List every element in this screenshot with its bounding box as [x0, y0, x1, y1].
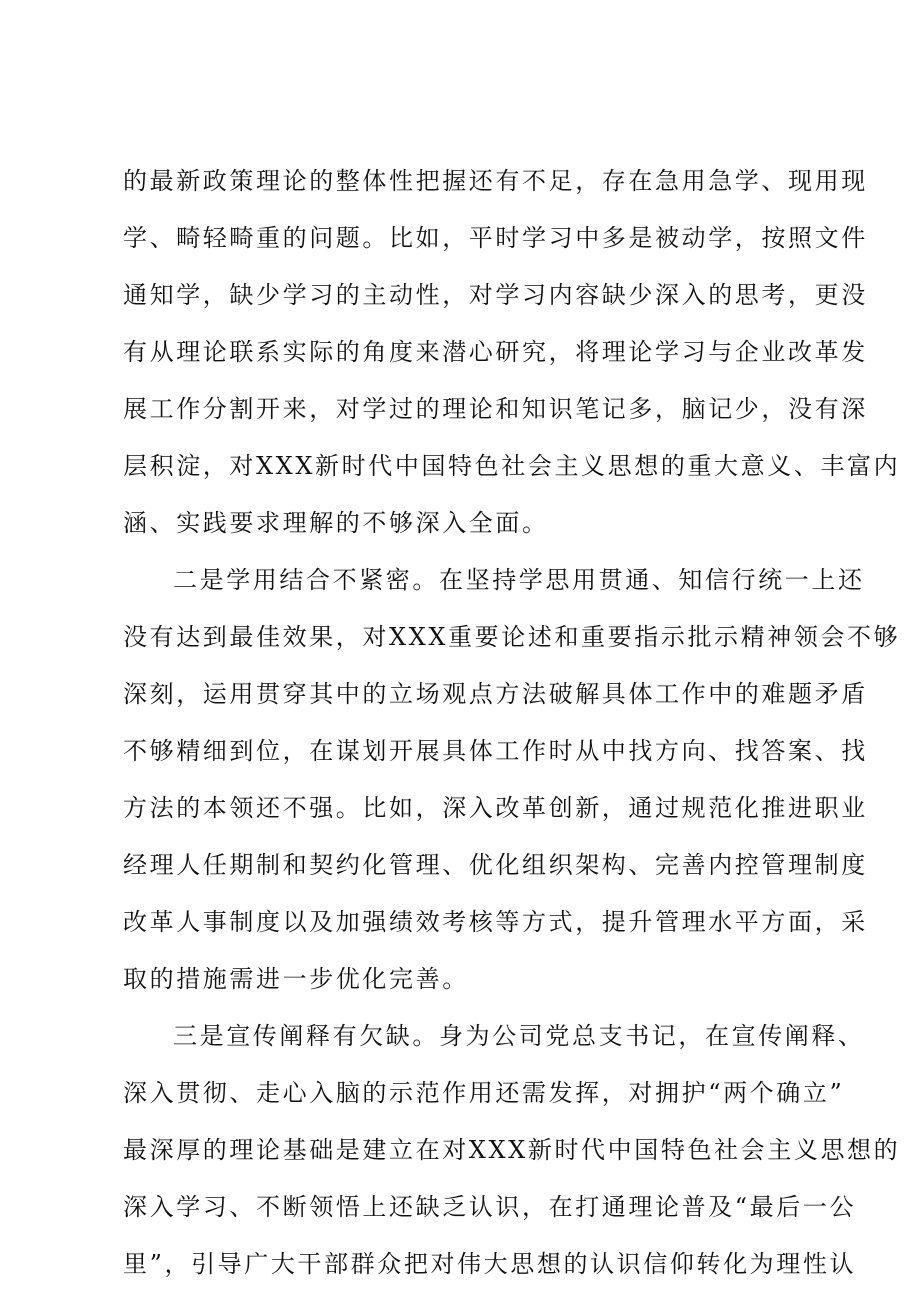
paragraph-2-line-6: 经理人任期制和契约化管理、优化组织架构、完善内控管理制度 — [123, 851, 868, 879]
paragraph-1-line-3: 通知学，缺少学习的主动性，对学习内容缺少深入的思考，更没 — [123, 281, 868, 309]
paragraph-3-line-2: 深入贯彻、走心入脑的示范作用还需发挥，对拥护“两个确立” — [123, 1079, 845, 1107]
paragraph-1-line-7: 涵、实践要求理解的不够深入全面。 — [123, 509, 549, 537]
paragraph-2-line-1: 二是学用结合不紧密。在坚持学思用贯通、知信行统一上还 — [173, 566, 865, 594]
paragraph-1-line-2: 学、畸轻畸重的问题。比如，平时学习中多是被动学，按照文件 — [123, 224, 868, 252]
paragraph-2-line-8: 取的措施需进一步优化完善。 — [123, 965, 469, 993]
paragraph-2-line-4: 不够精细到位，在谋划开展具体工作时从中找方向、找答案、找 — [123, 737, 868, 765]
paragraph-1-line-1: 的最新政策理论的整体性把握还有不足，存在急用急学、现用现 — [123, 167, 868, 195]
paragraph-1-line-5: 展工作分割开来，对学过的理论和知识笔记多，脑记少，没有深 — [123, 395, 868, 423]
paragraph-1-line-6: 层积淀，对XXX新时代中国特色社会主义思想的重大意义、丰富内 — [123, 452, 901, 480]
paragraph-2-line-3: 深刻，运用贯穿其中的立场观点方法破解具体工作中的难题矛盾 — [123, 680, 868, 708]
document-body — [123, 153, 901, 1293]
paragraph-3-line-1: 三是宣传阐释有欠缺。身为公司党总支书记，在宣传阐释、 — [173, 1022, 865, 1050]
paragraph-1-line-4: 有从理论联系实际的角度来潜心研究，将理论学习与企业改革发 — [123, 338, 868, 366]
paragraph-2-line-7: 改革人事制度以及加强绩效考核等方式，提升管理水平方面，采 — [123, 908, 868, 936]
paragraph-3-line-4: 深入学习、不断领悟上还缺乏认识，在打通理论普及“最后一公 — [123, 1193, 857, 1221]
paragraph-2-line-2: 没有达到最佳效果，对XXX重要论述和重要指示批示精神领会不够 — [123, 623, 901, 651]
paragraph-2-line-5: 方法的本领还不强。比如，深入改革创新，通过规范化推进职业 — [123, 794, 868, 822]
paragraph-3-line-5: 里”，引导广大干部群众把对伟大思想的认识信仰转化为理性认 — [123, 1250, 857, 1278]
paragraph-3-line-3: 最深厚的理论基础是建立在对XXX新时代中国特色社会主义思想的 — [123, 1136, 901, 1164]
